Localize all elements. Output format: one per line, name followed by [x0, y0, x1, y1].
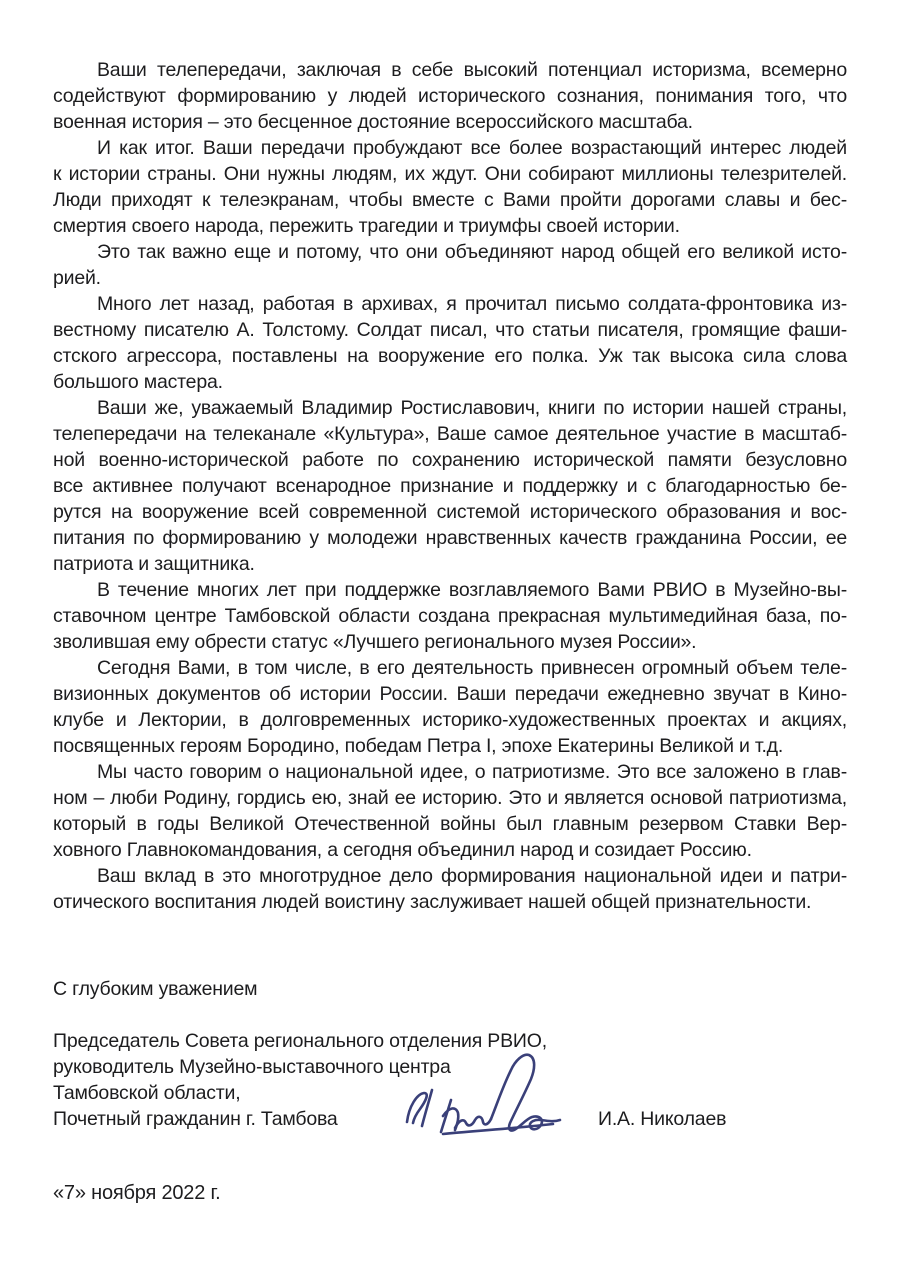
letter-line: который в годы Великой Отечественной войны был главным резервом Ставки Вер-	[53, 813, 847, 835]
letter-line: ной военно-исторической работе по сохранению исторической памяти безусловно	[53, 449, 847, 471]
letter-line: ставочном центре Тамбовской области создана прекрасная мультимедийная база, по-	[53, 605, 847, 627]
letter-line: к истории страны. Они нужны людям, их ждут. Они собирают миллионы телезрителей.	[53, 163, 847, 185]
signoff-line: Почетный гражданин г. Тамбова	[53, 1108, 338, 1130]
letter-line: большого мастера.	[53, 371, 223, 393]
letter-date: «7» ноября 2022 г.	[53, 1182, 221, 1204]
letter-line: ном – люби Родину, гордись ею, знай ее историю. Это и является основой патриотизма,	[53, 787, 847, 809]
signoff-line: Председатель Совета регионального отделения РВИО,	[53, 1030, 547, 1052]
letter-line: Ваши телепередачи, заключая в себе высокий потенциал историзма, всемерно	[97, 59, 847, 81]
signoff-block	[53, 1028, 673, 1132]
letter-line: Люди приходят к телеэкранам, чтобы вместе с Вами пройти дорогами славы и бес-	[53, 189, 847, 211]
paragraph	[53, 291, 847, 395]
letter-line: Ваши же, уважаемый Владимир Ростиславович, книги по истории нашей страны,	[97, 397, 847, 419]
signoff-line: руководитель Музейно-выставочного центра	[53, 1056, 451, 1078]
paragraph	[53, 395, 847, 577]
letter-line: содействуют формированию у людей исторического сознания, понимания того, что	[53, 85, 847, 107]
letter-line: посвященных героям Бородино, победам Петра I, эпохе Екатерины Великой и т.д.	[53, 735, 784, 757]
letter-line: телепередачи на телеканале «Культура», Ваше самое деятельное участие в масштаб-	[53, 423, 847, 445]
signature-image	[393, 1046, 578, 1154]
letter-line: ховного Главнокомандования, а сегодня объединил народ и созидает Россию.	[53, 839, 752, 861]
paragraph	[53, 655, 847, 759]
letter-line: рутся на вооружение всей современной системой исторического образования и вос-	[53, 501, 847, 523]
letter-line: вестному писателю А. Толстому. Солдат писал, что статьи писателя, громящие фаши-	[53, 319, 847, 341]
signoff-line: Тамбовской области,	[53, 1082, 241, 1104]
paragraph	[53, 57, 847, 135]
paragraph	[53, 577, 847, 655]
paragraph	[53, 239, 847, 291]
letter-line: отического воспитания людей воистину заслуживает нашей общей признательности.	[53, 891, 812, 913]
letter-line: визионных документов об истории России. Ваши передачи ежедневно звучат в Кино-	[53, 683, 847, 705]
signer-name: И.А. Николаев	[598, 1108, 727, 1130]
letter-line: рией.	[53, 267, 101, 289]
letter-line: И как итог. Ваши передачи пробуждают все более возрастающий интерес людей	[97, 137, 847, 159]
paragraph	[53, 863, 847, 915]
letter-line: Ваш вклад в это многотрудное дело формирования национальной идеи и патри-	[97, 865, 847, 887]
letter-line: патриота и защитника.	[53, 553, 255, 575]
letter-line: все активнее получают всенародное признание и поддержку и с благодарностью бе-	[53, 475, 847, 497]
letter-body	[53, 57, 847, 915]
letter-line: Мы часто говорим о национальной идее, о патриотизме. Это все заложено в глав-	[97, 761, 847, 783]
letter-line: В течение многих лет при поддержке возглавляемого Вами РВИО в Музейно-вы-	[97, 579, 847, 601]
closing-salutation: С глубоким уважением	[53, 978, 258, 1000]
letter-line: Это так важно еще и потому, что они объединяют народ общей его великой исто-	[97, 241, 847, 263]
letter-line: клубе и Лектории, в долговременных историко-художественных проектах и акциях,	[53, 709, 847, 731]
paragraph	[53, 759, 847, 863]
letter-line: зволившая ему обрести статус «Лучшего регионального музея России».	[53, 631, 697, 653]
letter-line: военная история – это бесценное достояние всероссийского масштаба.	[53, 111, 693, 133]
letter-line: Много лет назад, работая в архивах, я прочитал письмо солдата-фронтовика из-	[97, 293, 847, 315]
letter-line: смертия своего народа, пережить трагедии и триумфы своей истории.	[53, 215, 680, 237]
letter-line: Сегодня Вами, в том числе, в его деятельность привнесен огромный объем теле-	[97, 657, 847, 679]
letter-line: стского агрессора, поставлены на вооружение его полка. Уж так высока сила слова	[53, 345, 847, 367]
letter-line: питания по формированию у молодежи нравственных качеств гражданина России, ее	[53, 527, 847, 549]
paragraph	[53, 135, 847, 239]
